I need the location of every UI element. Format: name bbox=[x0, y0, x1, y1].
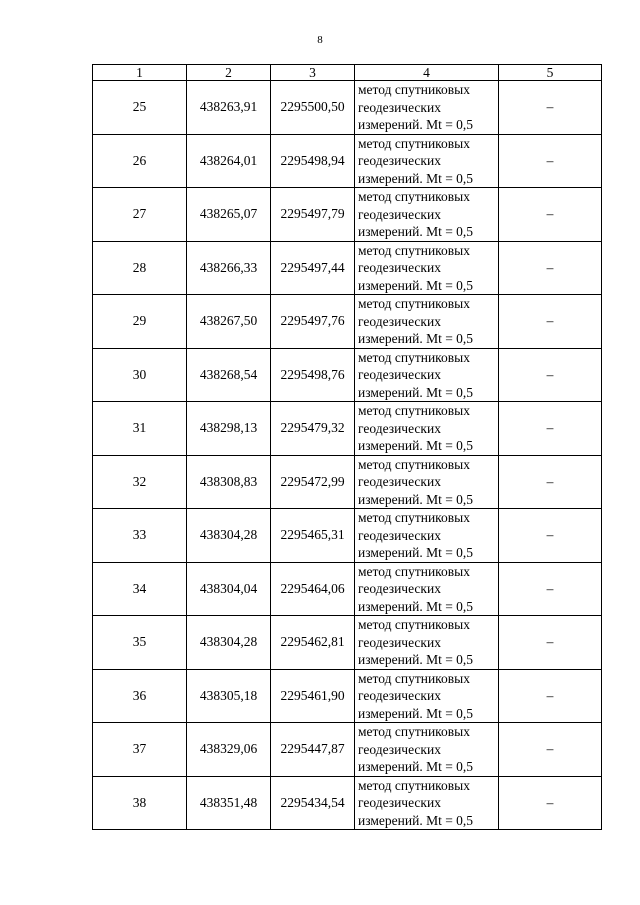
point-number-cell: 31 bbox=[93, 402, 187, 456]
table-row bbox=[93, 188, 602, 242]
header-row bbox=[93, 65, 602, 81]
method-line: метод спутниковых bbox=[358, 510, 470, 525]
point-number-cell: 34 bbox=[93, 562, 187, 616]
x-coordinate-cell: 438304,28 bbox=[187, 509, 271, 563]
method-line: метод спутниковых bbox=[358, 724, 470, 739]
method-line: измерений. Mt = 0,5 bbox=[358, 277, 474, 293]
method-line: геодезических bbox=[358, 206, 441, 222]
table-row bbox=[93, 348, 602, 402]
point-number-cell: 37 bbox=[93, 723, 187, 777]
method-line: геодезических bbox=[358, 581, 441, 596]
method-line: геодезических bbox=[358, 795, 441, 810]
y-coordinate-cell: 2295498,76 bbox=[271, 348, 355, 402]
point-number-cell: 30 bbox=[93, 348, 187, 402]
point-number-cell: 26 bbox=[93, 134, 187, 188]
x-coordinate-cell: 438305,18 bbox=[187, 669, 271, 723]
x-coordinate-cell: 438265,07 bbox=[187, 188, 271, 242]
column-header-1: 1 bbox=[93, 65, 187, 81]
point-number-cell: 25 bbox=[93, 81, 187, 135]
method-line: геодезических bbox=[358, 313, 441, 329]
description-cell: – bbox=[499, 348, 602, 402]
x-coordinate-cell: 438267,50 bbox=[187, 295, 271, 349]
method-cell bbox=[355, 776, 499, 830]
description-cell: – bbox=[499, 241, 602, 295]
description-cell: – bbox=[499, 669, 602, 723]
method-line: метод спутниковых bbox=[358, 777, 470, 793]
y-coordinate-cell: 2295497,76 bbox=[271, 295, 355, 349]
x-coordinate-cell: 438351,48 bbox=[187, 776, 271, 830]
description-cell: – bbox=[499, 134, 602, 188]
table-row bbox=[93, 669, 602, 723]
y-coordinate-cell: 2295497,79 bbox=[271, 188, 355, 242]
x-coordinate-cell: 438298,13 bbox=[187, 402, 271, 456]
method-cell bbox=[355, 669, 499, 723]
method-cell bbox=[355, 188, 499, 242]
method-line: метод спутниковых bbox=[358, 296, 470, 311]
method-line: геодезических bbox=[358, 741, 441, 757]
point-number-cell: 38 bbox=[93, 776, 187, 830]
method-line: измерений. Mt = 0,5 bbox=[358, 491, 474, 507]
method-line: измерений. Mt = 0,5 bbox=[358, 598, 474, 614]
description-cell: – bbox=[499, 188, 602, 242]
y-coordinate-cell: 2295472,99 bbox=[271, 455, 355, 509]
column-header-4: 4 bbox=[355, 65, 499, 81]
method-cell bbox=[355, 509, 499, 563]
x-coordinate-cell: 438329,06 bbox=[187, 723, 271, 777]
table-row bbox=[93, 402, 602, 456]
method-line: измерений. Mt = 0,5 bbox=[358, 117, 474, 132]
method-line: измерений. Mt = 0,5 bbox=[358, 705, 474, 721]
y-coordinate-cell: 2295479,32 bbox=[271, 402, 355, 456]
y-coordinate-cell: 2295500,50 bbox=[271, 81, 355, 135]
method-line: метод спутниковых bbox=[358, 456, 470, 472]
y-coordinate-cell: 2295447,87 bbox=[271, 723, 355, 777]
method-line: метод спутниковых bbox=[358, 563, 470, 579]
method-cell bbox=[355, 348, 499, 402]
y-coordinate-cell: 2295465,31 bbox=[271, 509, 355, 563]
method-cell bbox=[355, 723, 499, 777]
y-coordinate-cell: 2295462,81 bbox=[271, 616, 355, 670]
method-cell bbox=[355, 295, 499, 349]
method-line: метод спутниковых bbox=[358, 403, 470, 418]
table-row bbox=[93, 81, 602, 135]
method-line: геодезических bbox=[358, 367, 441, 382]
x-coordinate-cell: 438263,91 bbox=[187, 81, 271, 135]
page-number: 8 bbox=[317, 34, 323, 46]
description-cell: – bbox=[499, 81, 602, 135]
x-coordinate-cell: 438304,04 bbox=[187, 562, 271, 616]
coordinates-table bbox=[92, 64, 602, 830]
y-coordinate-cell: 2295434,54 bbox=[271, 776, 355, 830]
y-coordinate-cell: 2295464,06 bbox=[271, 562, 355, 616]
description-cell: – bbox=[499, 776, 602, 830]
method-line: метод спутниковых bbox=[358, 349, 470, 365]
table-row bbox=[93, 562, 602, 616]
method-line: измерений. Mt = 0,5 bbox=[358, 331, 474, 346]
description-cell: – bbox=[499, 295, 602, 349]
description-cell: – bbox=[499, 509, 602, 563]
table-row bbox=[93, 723, 602, 777]
method-line: измерений. Mt = 0,5 bbox=[358, 812, 474, 828]
method-line: геодезических bbox=[358, 474, 441, 489]
method-line: метод спутниковых bbox=[358, 82, 470, 97]
method-cell bbox=[355, 562, 499, 616]
column-header-2: 2 bbox=[187, 65, 271, 81]
method-cell bbox=[355, 455, 499, 509]
method-line: геодезических bbox=[358, 527, 441, 543]
table-row bbox=[93, 295, 602, 349]
method-cell bbox=[355, 134, 499, 188]
point-number-cell: 28 bbox=[93, 241, 187, 295]
method-line: измерений. Mt = 0,5 bbox=[358, 652, 474, 667]
method-line: геодезических bbox=[358, 420, 441, 436]
method-line: метод спутниковых bbox=[358, 189, 470, 204]
table-row bbox=[93, 134, 602, 188]
method-line: метод спутниковых bbox=[358, 670, 470, 686]
method-line: метод спутниковых bbox=[358, 617, 470, 632]
table-row bbox=[93, 776, 602, 830]
method-line: измерений. Mt = 0,5 bbox=[358, 384, 474, 400]
point-number-cell: 32 bbox=[93, 455, 187, 509]
y-coordinate-cell: 2295461,90 bbox=[271, 669, 355, 723]
method-line: геодезических bbox=[358, 688, 441, 703]
x-coordinate-cell: 438268,54 bbox=[187, 348, 271, 402]
table-row bbox=[93, 455, 602, 509]
point-number-cell: 36 bbox=[93, 669, 187, 723]
x-coordinate-cell: 438304,28 bbox=[187, 616, 271, 670]
method-line: метод спутниковых bbox=[358, 242, 470, 258]
point-number-cell: 33 bbox=[93, 509, 187, 563]
method-cell bbox=[355, 241, 499, 295]
method-line: измерений. Mt = 0,5 bbox=[358, 438, 474, 453]
description-cell: – bbox=[499, 562, 602, 616]
point-number-cell: 29 bbox=[93, 295, 187, 349]
method-line: измерений. Mt = 0,5 bbox=[358, 170, 474, 186]
method-line: измерений. Mt = 0,5 bbox=[358, 224, 474, 239]
method-cell bbox=[355, 616, 499, 670]
table-row bbox=[93, 616, 602, 670]
description-cell: – bbox=[499, 723, 602, 777]
y-coordinate-cell: 2295498,94 bbox=[271, 134, 355, 188]
table-row bbox=[93, 241, 602, 295]
y-coordinate-cell: 2295497,44 bbox=[271, 241, 355, 295]
method-line: геодезических bbox=[358, 260, 441, 275]
point-number-cell: 27 bbox=[93, 188, 187, 242]
x-coordinate-cell: 438266,33 bbox=[187, 241, 271, 295]
x-coordinate-cell: 438264,01 bbox=[187, 134, 271, 188]
description-cell: – bbox=[499, 455, 602, 509]
column-header-3: 3 bbox=[271, 65, 355, 81]
table-row bbox=[93, 509, 602, 563]
method-line: измерений. Mt = 0,5 bbox=[358, 545, 474, 560]
method-line: геодезических bbox=[358, 634, 441, 650]
description-cell: – bbox=[499, 402, 602, 456]
description-cell: – bbox=[499, 616, 602, 670]
x-coordinate-cell: 438308,83 bbox=[187, 455, 271, 509]
method-cell bbox=[355, 402, 499, 456]
point-number-cell: 35 bbox=[93, 616, 187, 670]
method-line: геодезических bbox=[358, 99, 441, 115]
method-cell bbox=[355, 81, 499, 135]
column-header-5: 5 bbox=[499, 65, 602, 81]
method-line: метод спутниковых bbox=[358, 135, 470, 151]
method-line: геодезических bbox=[358, 153, 441, 168]
method-line: измерений. Mt = 0,5 bbox=[358, 759, 474, 774]
